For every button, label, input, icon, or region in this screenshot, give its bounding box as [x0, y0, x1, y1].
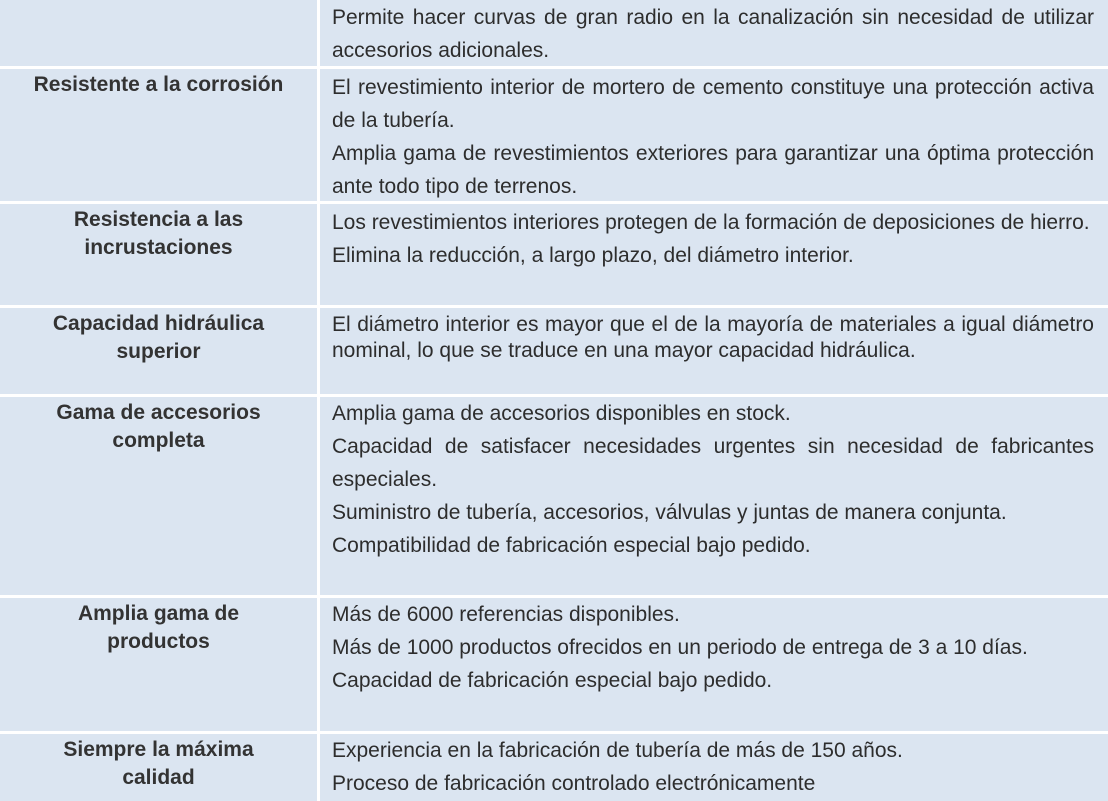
- feature-label: Amplia gama de productos: [77, 602, 240, 653]
- table-row: [0, 598, 1108, 731]
- feature-label: Siempre la máxima calidad: [63, 738, 254, 789]
- table-row: [0, 0, 1108, 66]
- feature-cell: [0, 397, 317, 595]
- feature-label: Resistente a la corrosión: [33, 73, 284, 96]
- description-cell: [320, 204, 1108, 305]
- description-text: Capacidad de fabricación especial bajo pedido.: [332, 669, 773, 692]
- description-text: El revestimiento interior de mortero de cemento constituye una protección activa de la tubería.: [332, 76, 1094, 132]
- description-cell: [320, 734, 1108, 801]
- description-text: Suministro de tubería, accesorios, válvulas y juntas de manera conjunta.: [332, 501, 1007, 524]
- description-text: El diámetro interior es mayor que el de la mayoría de materiales a igual diámetro nominal, lo que se traduce en una mayor capacidad hidráulica.: [332, 313, 1094, 362]
- description-text: Amplia gama de accesorios disponibles en stock.: [332, 402, 791, 425]
- description-cell: [320, 598, 1108, 731]
- description-cell: [320, 397, 1108, 595]
- description-text: Proceso de fabricación controlado electrónicamente: [332, 772, 816, 795]
- feature-label: Gama de accesorios completa: [56, 401, 261, 452]
- feature-cell: [0, 734, 317, 801]
- feature-label: Capacidad hidráulica superior: [52, 312, 265, 363]
- description-text: Elimina la reducción, a largo plazo, del diámetro interior.: [332, 244, 854, 267]
- feature-cell: [0, 308, 317, 394]
- description-text: Amplia gama de revestimientos exteriores para garantizar una óptima protección ante todo tipo de terrenos.: [332, 142, 1094, 198]
- description-text: Permite hacer curvas de gran radio en la canalización sin necesidad de utilizar accesorios adicionales.: [332, 6, 1094, 62]
- description-text: Capacidad de satisfacer necesidades urgentes sin necesidad de fabricantes especiales.: [332, 435, 1094, 491]
- feature-label: Resistencia a las incrustaciones: [73, 208, 244, 259]
- description-cell: [320, 0, 1108, 66]
- description-text: Más de 1000 productos ofrecidos en un periodo de entrega de 3 a 10 días.: [332, 636, 1028, 659]
- feature-cell: [0, 598, 317, 731]
- table-row: [0, 734, 1108, 801]
- description-text: Más de 6000 referencias disponibles.: [332, 603, 680, 626]
- table-row: [0, 69, 1108, 201]
- description-text: Compatibilidad de fabricación especial bajo pedido.: [332, 534, 811, 557]
- table-row: [0, 308, 1108, 394]
- description-text: Experiencia en la fabricación de tubería de más de 150 años.: [332, 739, 903, 762]
- feature-cell: [0, 0, 317, 66]
- description-cell: [320, 69, 1108, 201]
- description-cell: [320, 308, 1108, 394]
- table-row: [0, 204, 1108, 305]
- description-text: Los revestimientos interiores protegen de la formación de deposiciones de hierro.: [332, 211, 1090, 234]
- table-row: [0, 397, 1108, 595]
- feature-cell: [0, 204, 317, 305]
- feature-cell: [0, 69, 317, 201]
